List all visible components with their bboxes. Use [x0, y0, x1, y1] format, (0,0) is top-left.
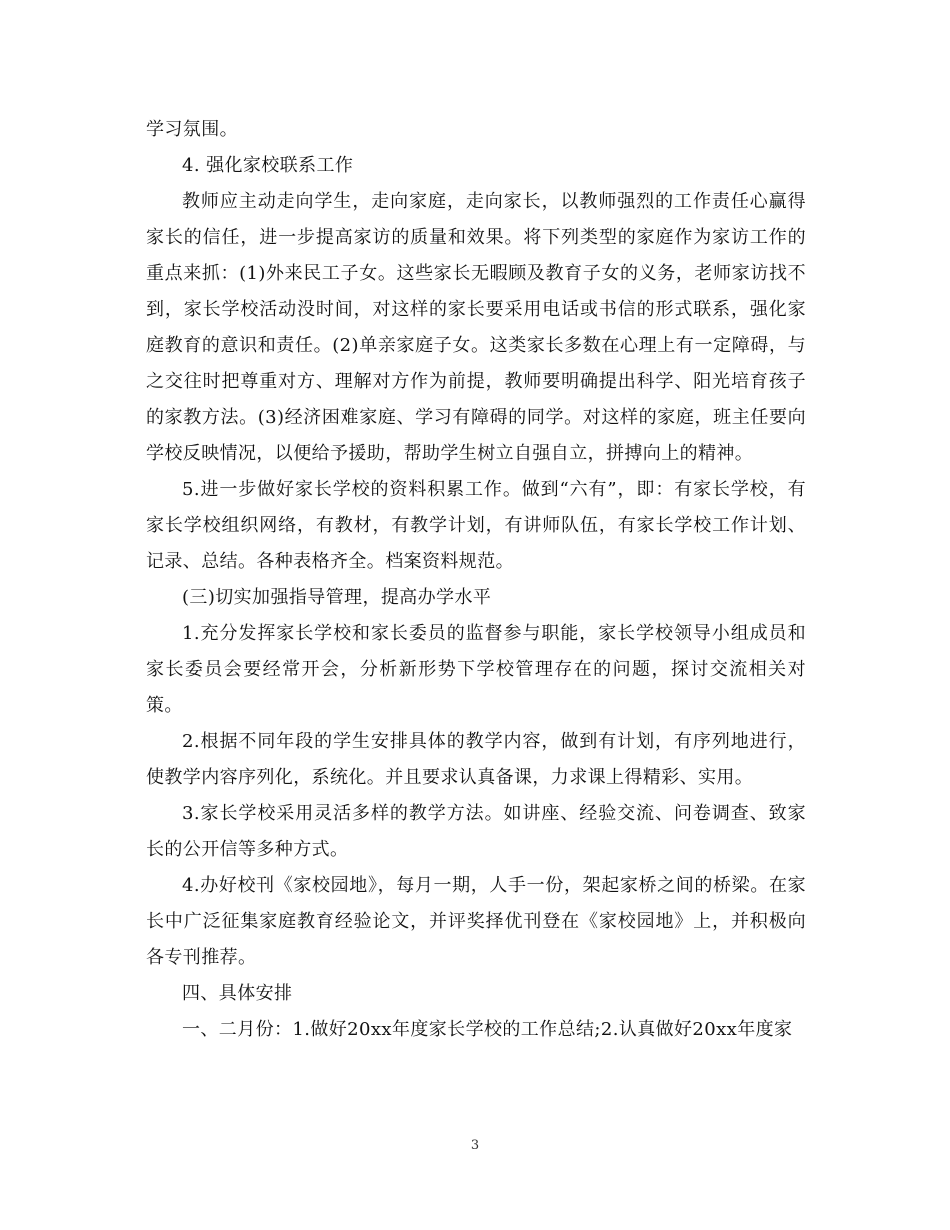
paragraph-5: (三)切实加强指导管理，提高办学水平	[182, 587, 492, 608]
paragraph-10: 四、具体安排	[182, 983, 293, 1004]
paragraph-6: 1.充分发挥家长学校和家长委员的监督参与职能，家长学校领导小组成员和家长委员会要经常开会，分析新形势下学校管理存在的问题，探讨交流相关对策。	[146, 623, 806, 716]
document-body	[146, 112, 806, 1048]
paragraph-11: 一、二月份：1.做好20xx年度家长学校的工作总结;2.认真做好20xx年度家	[182, 1019, 793, 1040]
paragraph-8: 3.家长学校采用灵活多样的教学方法。如讲座、经验交流、问卷调查、致家长的公开信等多种方式。	[146, 803, 806, 860]
page-number: 3	[470, 1138, 480, 1153]
paragraph-1: 学习氛围。	[146, 119, 238, 140]
paragraph-3: 教师应主动走向学生，走向家庭，走向家长，以教师强烈的工作责任心赢得家长的信任，进一步提高家访的质量和效果。将下列类型的家庭作为家访工作的重点来抓：(1)外来民工子女。这些家长无暇顾及教育子女的义务，老师家访找不到，家长学校活动没时间，对这样的家长要采用电话或书信的形式联系，强化家庭教育的意识和责任。(2)单亲家庭子女。这类家长多数在心理上有一定障碍，与之交往时把尊重对方、理解对方作为前提，教师要明确提出科学、阳光培育孩子的家教方法。(3)经济困难家庭、学习有障碍的同学。对这样的家庭，班主任要向学校反映情况，以便给予援助，帮助学生树立自强自立，拼搏向上的精神。	[146, 191, 806, 464]
paragraph-4: 5.进一步做好家长学校的资料积累工作。做到“六有”，即：有家长学校，有家长学校组织网络，有教材，有教学计划，有讲师队伍，有家长学校工作计划、记录、总结。各种表格齐全。档案资料规范。	[146, 479, 806, 572]
paragraph-9: 4.办好校刊《家校园地》，每月一期，人手一份，架起家桥之间的桥梁。在家长中广泛征集家庭教育经验论文，并评奖择优刊登在《家校园地》上，并积极向各专刊推荐。	[146, 875, 806, 968]
paragraph-7: 2.根据不同年段的学生安排具体的教学内容，做到有计划，有序列地进行，使教学内容序列化，系统化。并且要求认真备课，力求课上得精彩、实用。	[146, 731, 806, 788]
paragraph-2: 4. 强化家校联系工作	[182, 155, 354, 176]
